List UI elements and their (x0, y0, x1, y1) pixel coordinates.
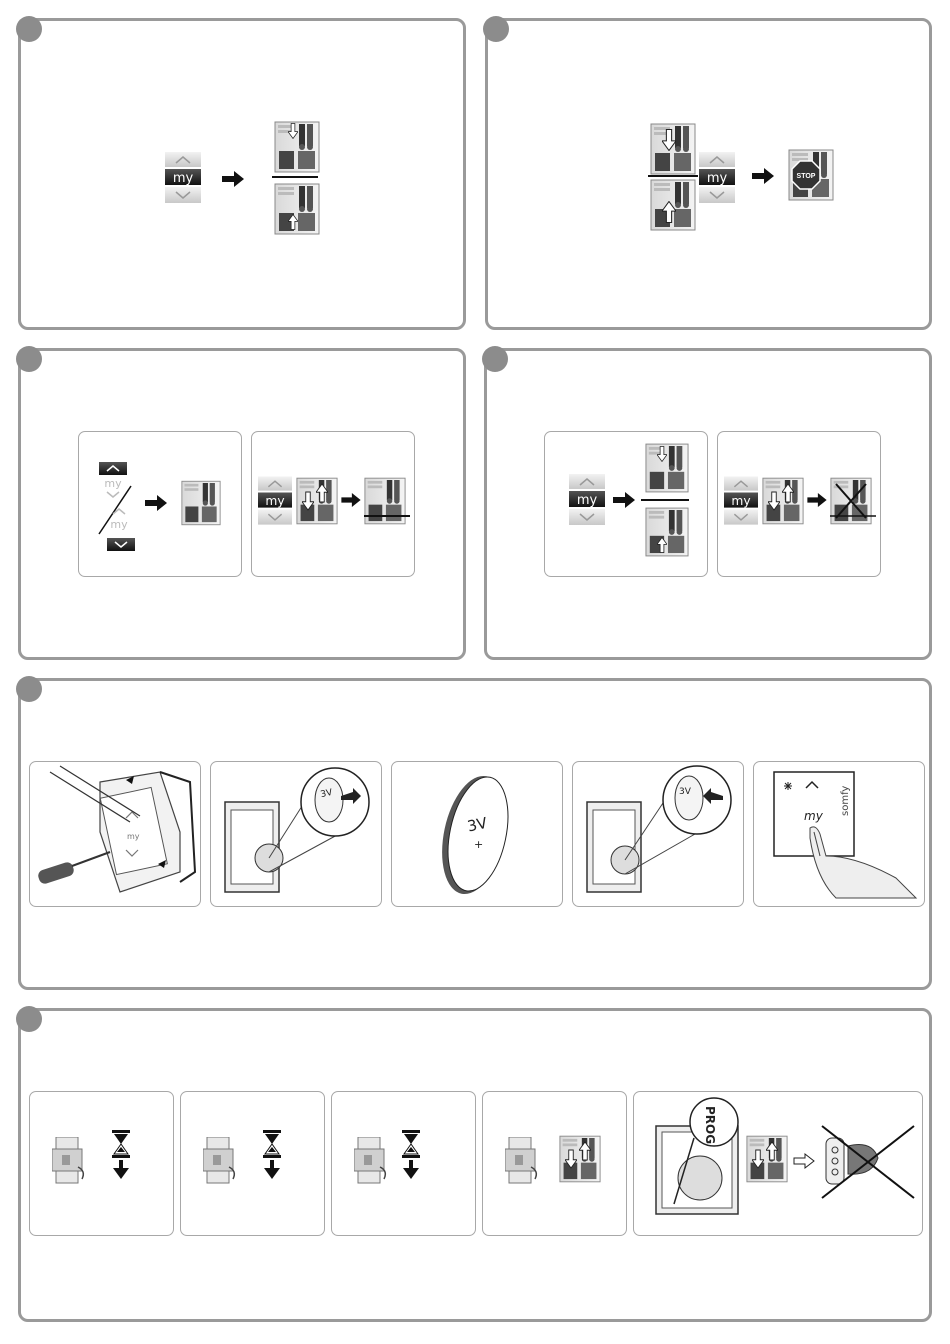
hourglass-icon (110, 1130, 132, 1180)
shutter-down-up-icon (746, 1134, 788, 1184)
sub-panel-d (572, 761, 744, 907)
shutter-crossed-icon (830, 476, 872, 526)
svg-text:my: my (104, 477, 122, 490)
sub-panel-b (717, 431, 881, 577)
prog-button-icon (634, 1092, 754, 1237)
shutter-down-up-icon (296, 476, 338, 526)
breaker-off-icon (52, 1137, 88, 1185)
battery-label: 3V (319, 787, 334, 801)
battery-label: 3V (465, 813, 489, 836)
battery-icon (392, 762, 564, 908)
sub-panel-b (251, 431, 415, 577)
shutter-my-position-icon (364, 476, 406, 526)
hourglass-icon (261, 1130, 283, 1180)
sub-panel-c (391, 761, 563, 907)
prog-label: PROG (703, 1106, 717, 1145)
shutter-down-icon (650, 123, 696, 175)
panel-2 (485, 18, 932, 330)
hourglass-icon (400, 1130, 422, 1180)
divider-line (272, 176, 318, 178)
shutter-down-icon (645, 442, 689, 494)
sub-panel-a (544, 431, 708, 577)
brand-label: somfy (840, 785, 851, 816)
keypad-my-icon (569, 474, 605, 526)
svg-text:my: my (127, 832, 140, 841)
keypad-my-icon (724, 476, 758, 526)
breaker-on-icon (505, 1137, 541, 1185)
sub-panel-d (482, 1091, 627, 1236)
panel-4 (484, 348, 932, 660)
shutter-down-icon (274, 121, 320, 173)
sub-panel-e (633, 1091, 923, 1236)
keypad-my-icon (165, 152, 201, 204)
sub-panel-a (29, 1091, 174, 1236)
keypad-my-icon (258, 476, 292, 526)
step-number-dot (16, 676, 42, 702)
sub-panel-a (78, 431, 242, 577)
divider-line (641, 499, 689, 501)
stop-label: STOP (796, 173, 816, 180)
arrow-right-icon (222, 171, 244, 187)
arrow-right-icon (145, 495, 167, 511)
panel-5 (18, 678, 932, 990)
sub-panel-c (331, 1091, 476, 1236)
divider-line (648, 175, 698, 177)
stop-sign-icon (788, 149, 834, 201)
keypad-up-down-icon (97, 462, 137, 554)
shutter-up-icon (274, 183, 320, 235)
shutter-up-icon (645, 506, 689, 558)
battery-insert-icon (573, 762, 745, 908)
sub-panel-b (210, 761, 382, 907)
hollow-arrow-right-icon (794, 1154, 814, 1168)
panel-3 (18, 348, 466, 660)
shutter-down-up-icon (559, 1134, 601, 1184)
step-number-dot (16, 16, 42, 42)
sub-panel-a (29, 761, 201, 907)
step-number-dot (16, 1006, 42, 1032)
arrow-right-icon (752, 168, 774, 184)
step-number-dot (483, 16, 509, 42)
panel-6 (18, 1008, 932, 1322)
step-number-dot (482, 346, 508, 372)
my-label: my (804, 809, 823, 823)
shutter-down-up-icon (762, 476, 804, 526)
remote-crossed-icon (818, 1122, 918, 1202)
battery-plus: + (474, 838, 484, 851)
battery-label: 3V (679, 787, 691, 797)
svg-text:my: my (110, 518, 128, 531)
shutter-up-icon (650, 179, 696, 231)
keypad-my-icon (699, 152, 735, 204)
breaker-off-icon (354, 1137, 390, 1185)
battery-remove-icon (211, 762, 383, 908)
step-number-dot (16, 346, 42, 372)
shutter-icon (181, 478, 221, 528)
sub-panel-e (753, 761, 925, 907)
arrow-right-icon (807, 493, 827, 507)
panel-1 (18, 18, 466, 330)
arrow-right-icon (341, 493, 361, 507)
arrow-right-icon (613, 492, 635, 508)
breaker-on-icon (203, 1137, 239, 1185)
finger-press-my-icon (754, 762, 926, 908)
sub-panel-b (180, 1091, 325, 1236)
screwdriver-icon (30, 762, 202, 908)
